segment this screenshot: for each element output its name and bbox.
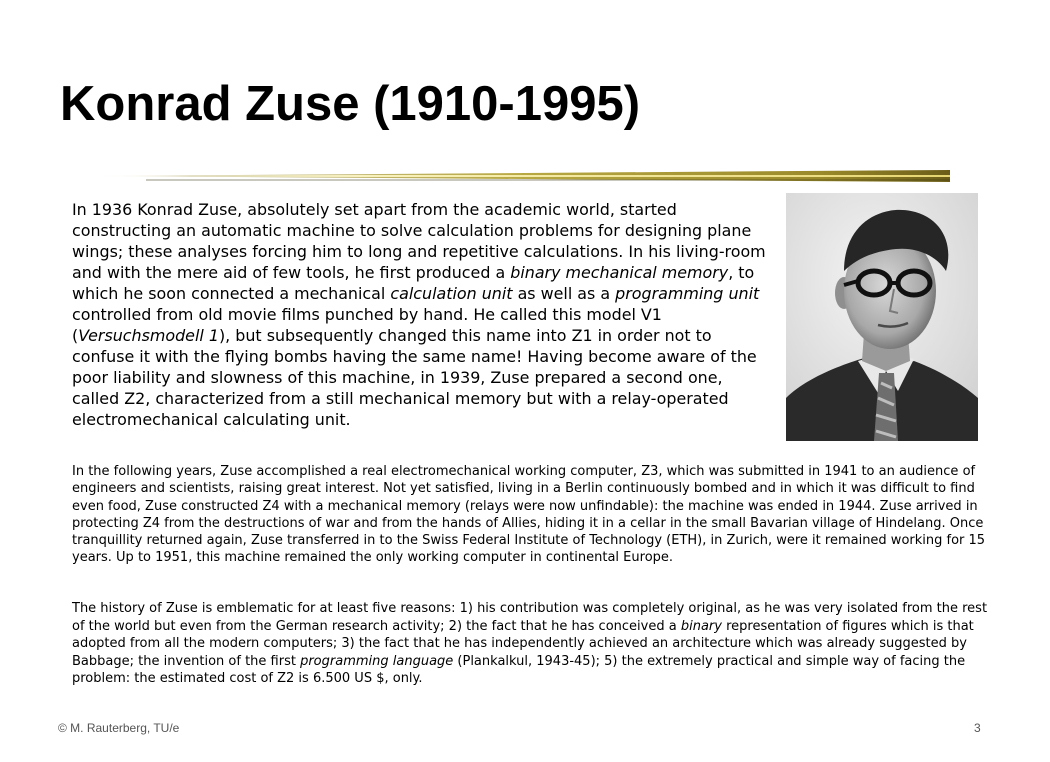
footer-copyright: © M. Rauterberg, TU/e <box>58 721 180 735</box>
intro-paragraph <box>72 199 772 430</box>
significance-text-2: representation of figures which is that adopted from all the modern computers; 3) the fact that he has independently achieved an architecture which was already suggested by Babbage; the invention of the first <box>72 618 974 669</box>
portrait-image <box>786 193 978 441</box>
intro-text-1: In 1936 Konrad Zuse, absolutely set apart from the academic world, started constructing an automatic machine to solve calculation problems for designing plane wings; these analyses forcing him to long and repetitive calculations. In his living-room and with the mere aid of few tools, he first produced a <box>72 200 766 282</box>
significance-text-1: The history of Zuse is emblematic for at least five reasons: 1) his contribution was completely original, as he was very isolated from the rest of the world but even from the German research activity; 2) the fact that he has conceived a <box>72 601 988 634</box>
intro-emphasis-1: binary mechanical memory <box>510 263 729 282</box>
intro-text-5: ), but subsequently changed this name into Z1 in order not to confuse it with the flying bombs having the same name! Having become aware of the poor liability and slowness of this machine, in 1939, Zuse prepared a second one, called Z2, characterized from a still mechanical memory but with a relay-operated electromechanical calculating unit. <box>72 326 757 429</box>
slide-title: Konrad Zuse (1910-1995) <box>60 77 641 131</box>
significance-text-3: (Plankalkul, 1943-45); 5) the extremely practical and simple way of facing the problem: the estimated cost of Z2 is 6.500 US $, only. <box>72 653 966 687</box>
significance-emphasis-1: binary <box>680 618 722 634</box>
significance-paragraph <box>72 600 992 688</box>
decorative-divider <box>86 169 950 183</box>
intro-text-2: , to which he soon connected a mechanical <box>72 263 755 303</box>
intro-emphasis-3: programming unit <box>615 284 760 303</box>
intro-emphasis-2: calculation unit <box>390 284 513 303</box>
intro-text-4: controlled from old movie films punched by hand. He called this model V1 ( <box>72 305 662 345</box>
portrait-photo <box>786 193 978 441</box>
history-paragraph: In the following years, Zuse accomplished a real electromechanical working computer, Z3, which was submitted in 1941 to an audience of engineers and scientists, raising great interest. Not yet satisfied, living in a Berlin continuously bombed and in which it was difficult to find even food, Zuse constructed Z4 with a mechanical memory (relays were now unfindable): the machine was ended in 1944. Zuse arrived in protecting Z4 from the destructions of war and from the hands of Allies, hiding it in a cellar in the small Bavarian village of Hindelang. Once tranquillity returned again, Zuse transferred in to the Swiss Federal Institute of Technology (ETH), in Zurich, were it remained working for 15 years. Up to 1951, this machine remained the only working computer in continental Europe. <box>72 464 986 566</box>
intro-text-3: as well as a <box>512 284 616 303</box>
intro-emphasis-4: Versuchsmodell 1 <box>78 326 219 345</box>
significance-emphasis-2: programming language <box>300 653 454 669</box>
page-number: 3 <box>974 721 981 735</box>
